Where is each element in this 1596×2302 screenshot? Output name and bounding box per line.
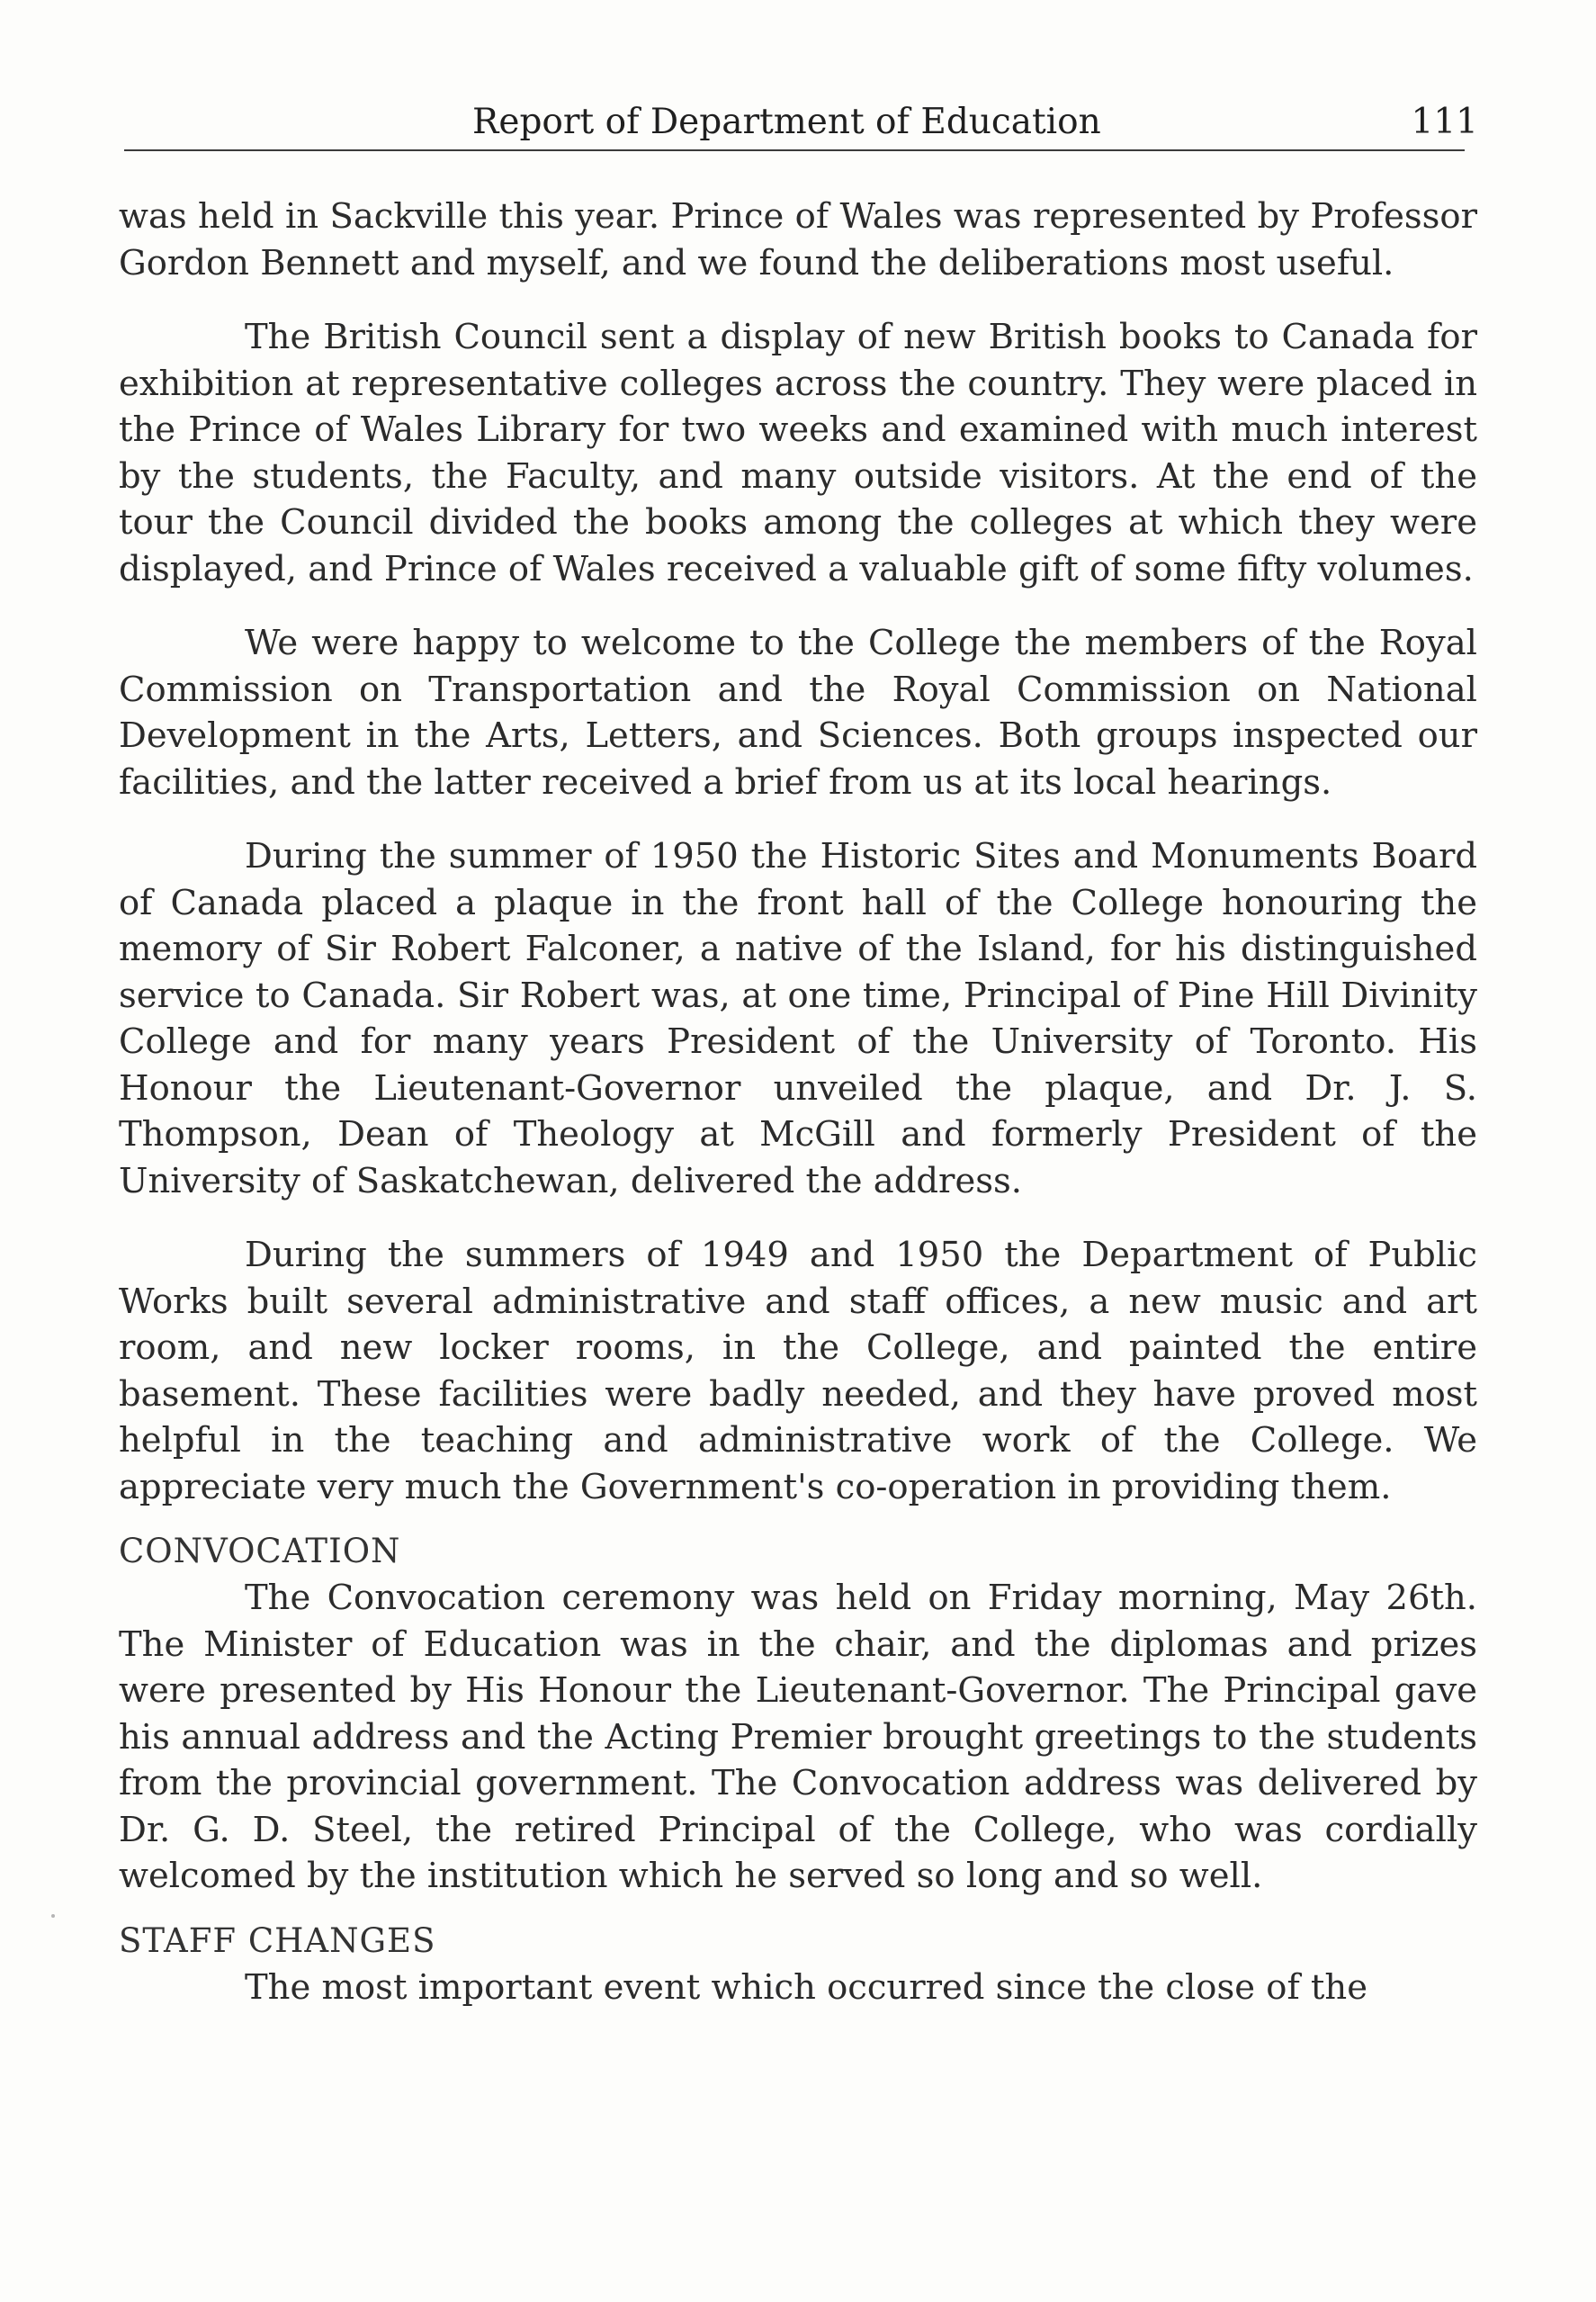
paragraph-continuation: was held in Sackville this year. Prince of Wales was represented by Professor Gordon Bennett and myself, and we found the deliberations most useful. — [119, 196, 1477, 283]
header-rule — [124, 149, 1465, 151]
section-heading-convocation: CONVOCATION — [119, 1532, 401, 1570]
running-header — [124, 99, 1478, 153]
page-number: 111 — [1411, 102, 1478, 142]
paragraph-falconer-plaque: During the summer of 1950 the Historic Sites and Monuments Board of Canada placed a plaque in the front hall of the College honouring the memory of Sir Robert Falconer, a native of the Island, for his distinguished service to Canada. Sir Robert was, at one time, Principal of Pine Hill Divinity College and for many years President of the University of Toronto. His Honour the Lieutenant-Governor unveiled the plaque, and Dr. J. S. Thompson, Dean of Theology at McGill and formerly President of the University of Saskatchewan, delivered the address. — [119, 836, 1477, 1201]
paragraph-british-council: The British Council sent a display of new British books to Canada for exhibition at representative colleges across the country. They were placed in the Prince of Wales Library for two weeks and examined with much interest by the students, the Faculty, and many outside visitors. At the end of the tour the Council divided the books among the colleges at which they were displayed, and Prince of Wales received a valuable gift of some fifty volumes. — [119, 317, 1477, 589]
paragraph-royal-commissions: We were happy to welcome to the College the members of the Royal Commission on Transportation and the Royal Commission on National Development in the Arts, Letters, and Sciences. Both groups inspected our facilities, and the latter received a brief from us at its local hearings. — [119, 623, 1477, 803]
page-body — [119, 193, 1477, 2038]
header-title: Report of Department of Education — [472, 102, 1101, 142]
paragraph-convocation: The Convocation ceremony was held on Friday morning, May 26th. The Minister of Education was in the chair, and the diplomas and prizes were presented by His Honour the Lieutenant-Governor. The Principal gave his annual address and the Acting Premier brought greetings to the students from the provincial government. The Convocation address was delivered by Dr. G. D. Steel, the retired Principal of the College, who was cordially welcomed by the institution which he served so long and so well. — [119, 1578, 1477, 1896]
section-heading-staff-changes: STAFF CHANGES — [119, 1920, 436, 1960]
paragraph-staff-changes: The most important event which occurred since the close of the — [245, 1966, 1367, 2008]
paragraph-public-works: During the summers of 1949 and 1950 the Department of Public Works built several administrative and staff offices, a new music and art room, and new locker rooms, in the College, and painted the entire basement. These facilities were badly needed, and they have proved most helpful in the teaching and administrative work of the College. We appreciate very much the Government's co-operation in providing them. — [119, 1235, 1477, 1507]
paper-speck — [51, 1914, 55, 1918]
